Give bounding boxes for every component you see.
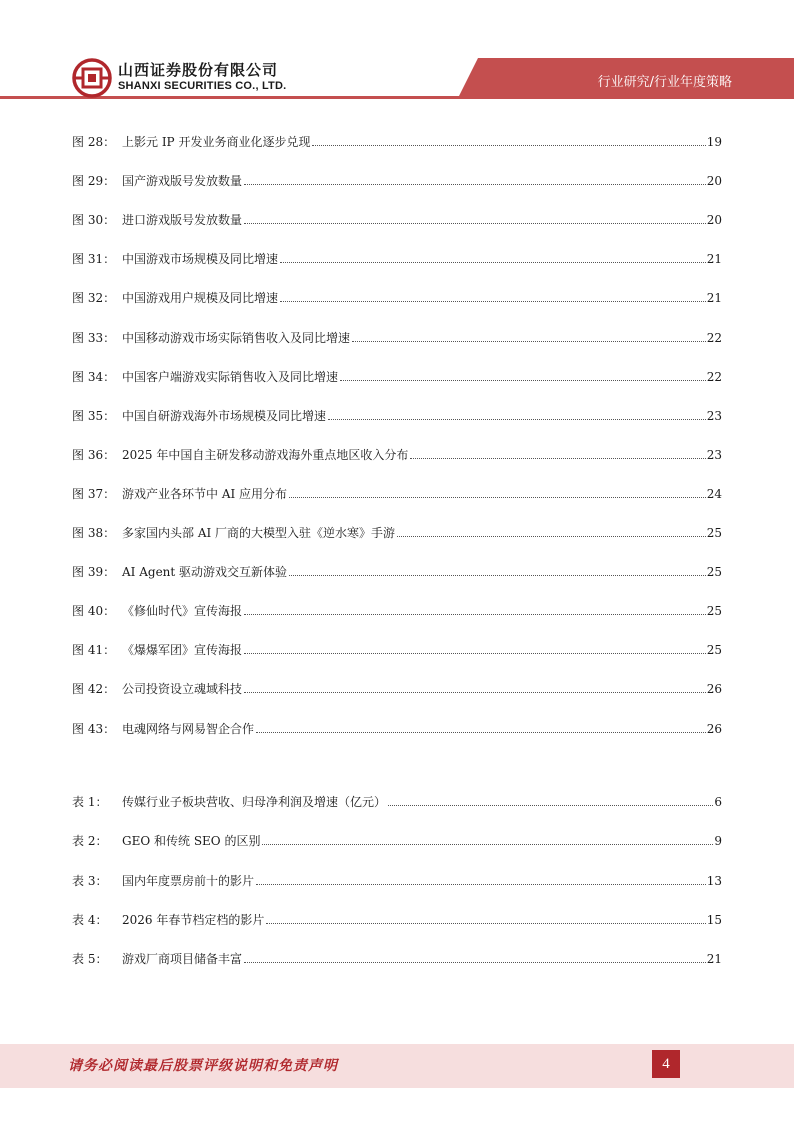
figure-title: 中国游戏市场规模及同比增速: [122, 252, 279, 267]
company-name-en: SHANXI SECURITIES CO., LTD.: [118, 80, 287, 92]
figure-title: 国产游戏版号发放数量: [122, 174, 243, 189]
figure-page-number: 25: [706, 565, 722, 580]
figure-entry[interactable]: [72, 404, 722, 424]
figure-label: 图 39：: [72, 565, 116, 580]
figure-title: 游戏产业各环节中 AI 应用分布: [122, 486, 288, 501]
figure-label: 图 31：: [72, 252, 116, 267]
table-page-number: 15: [706, 912, 722, 927]
figure-page-number: 23: [706, 408, 722, 423]
figure-title: 进口游戏版号发放数量: [122, 213, 243, 228]
figure-page-number: 19: [706, 135, 722, 149]
figure-entry[interactable]: [72, 599, 722, 619]
figure-label: 图 40：: [72, 604, 116, 619]
figure-page-number: 26: [706, 682, 722, 697]
figure-page-number: 20: [706, 213, 722, 228]
figure-page-number: 25: [706, 604, 722, 619]
table-page-number: 6: [714, 795, 722, 809]
table-title: 游戏厂商项目储备丰富: [122, 952, 243, 967]
dot-leader: [388, 804, 713, 806]
dot-leader: [280, 300, 706, 302]
table-title: GEO 和传统 SEO 的区别: [122, 834, 261, 849]
figure-label: 图 38：: [72, 526, 116, 540]
figure-title: AI Agent 驱动游戏交互新体验: [122, 565, 288, 580]
figure-page-number: 22: [706, 369, 722, 384]
figure-entry[interactable]: [72, 677, 722, 697]
figure-label: 图 43：: [72, 721, 116, 736]
figure-label: 图 41：: [72, 643, 116, 658]
figure-title: 公司投资设立魂域科技: [122, 682, 243, 697]
table-entry[interactable]: [72, 947, 722, 967]
report-section-label: 行业研究/行业年度策略: [597, 75, 732, 90]
figure-entry[interactable]: [72, 326, 722, 346]
figure-entry[interactable]: [72, 638, 722, 658]
figure-label: 图 35：: [72, 408, 116, 423]
figure-entry[interactable]: [72, 482, 722, 502]
figure-page-number: 24: [706, 486, 722, 501]
figure-label: 图 32：: [72, 291, 116, 306]
table-label: 表 4：: [72, 912, 108, 927]
table-title: 2026 年春节档定档的影片: [122, 912, 265, 927]
figure-entry[interactable]: [72, 560, 722, 580]
table-label: 表 5：: [72, 952, 108, 967]
dot-leader: [328, 418, 706, 420]
figure-label: 图 42：: [72, 682, 116, 697]
table-entry[interactable]: [72, 829, 722, 849]
table-entry[interactable]: [72, 908, 722, 928]
dot-leader: [312, 144, 705, 146]
figure-entry[interactable]: [72, 365, 722, 385]
figure-title: 中国自研游戏海外市场规模及同比增速: [122, 408, 327, 423]
figure-page-number: 25: [706, 643, 722, 658]
figure-entry[interactable]: [72, 443, 722, 463]
company-logo-icon: [72, 58, 112, 98]
dot-leader: [289, 574, 706, 576]
dot-leader: [340, 379, 706, 381]
figure-title: 多家国内头部 AI 厂商的大模型入驻《逆水寒》手游: [122, 526, 396, 540]
figure-title: 电魂网络与网易智企合作: [122, 721, 255, 736]
figure-title: 上影元 IP 开发业务商业化逐步兑现: [122, 135, 311, 149]
figure-label: 图 30：: [72, 213, 116, 228]
table-title: 国内年度票房前十的影片: [122, 873, 255, 888]
figure-label: 图 36：: [72, 447, 116, 462]
page-number: 4: [652, 1050, 680, 1078]
figure-page-number: 22: [706, 330, 722, 345]
figure-label: 图 29：: [72, 174, 116, 189]
figure-entry[interactable]: [72, 247, 722, 267]
figure-page-number: 25: [706, 526, 722, 540]
dot-leader: [266, 922, 705, 924]
dot-leader: [256, 883, 706, 885]
dot-leader: [244, 183, 706, 185]
figure-title: 中国客户端游戏实际销售收入及同比增速: [122, 369, 339, 384]
figure-entry[interactable]: [72, 169, 722, 189]
figure-page-number: 21: [706, 252, 722, 267]
page-header: [0, 0, 794, 110]
header-banner: [0, 0, 794, 110]
table-page-number: 21: [706, 952, 722, 967]
company-name-cn: 山西证券股份有限公司: [118, 61, 279, 79]
figure-page-number: 26: [706, 721, 722, 736]
dot-leader: [244, 961, 706, 963]
figure-entry[interactable]: [72, 286, 722, 306]
table-label: 表 1：: [72, 795, 108, 809]
footer-disclaimer: 请务必阅读最后股票评级说明和免责声明: [68, 1058, 338, 1074]
figure-label: 图 28：: [72, 135, 116, 149]
table-entry[interactable]: [72, 869, 722, 889]
table-label: 表 3：: [72, 873, 108, 888]
figure-entry[interactable]: [72, 717, 722, 737]
dot-leader: [280, 261, 706, 263]
dot-leader: [244, 652, 706, 654]
figure-entry[interactable]: [72, 130, 722, 150]
figure-label: 图 37：: [72, 486, 116, 501]
figure-page-number: 20: [706, 174, 722, 189]
figure-title: 《爆爆军团》宣传海报: [122, 643, 243, 658]
dot-leader: [289, 496, 706, 498]
figure-entry[interactable]: [72, 521, 722, 541]
dot-leader: [244, 222, 706, 224]
figure-entry[interactable]: [72, 208, 722, 228]
dot-leader: [352, 340, 706, 342]
figure-label: 图 33：: [72, 330, 116, 345]
figure-page-number: 21: [706, 291, 722, 306]
dot-leader: [244, 691, 706, 693]
table-page-number: 9: [714, 834, 722, 849]
figure-title: 2025 年中国自主研发移动游戏海外重点地区收入分布: [122, 447, 409, 462]
table-page-number: 13: [706, 873, 722, 888]
figure-title: 《修仙时代》宣传海报: [122, 604, 243, 619]
dot-leader: [410, 457, 705, 459]
figure-title: 中国移动游戏市场实际销售收入及同比增速: [122, 330, 351, 345]
table-title: 传媒行业子板块营收、归母净利润及增速（亿元）: [122, 795, 387, 809]
dot-leader: [262, 843, 713, 845]
dot-leader: [256, 731, 706, 733]
table-entry[interactable]: [72, 790, 722, 810]
figure-title: 中国游戏用户规模及同比增速: [122, 291, 279, 306]
figure-page-number: 23: [706, 447, 722, 462]
dot-leader: [244, 613, 706, 615]
figure-label: 图 34：: [72, 369, 116, 384]
dot-leader: [397, 535, 706, 537]
table-label: 表 2：: [72, 834, 108, 849]
